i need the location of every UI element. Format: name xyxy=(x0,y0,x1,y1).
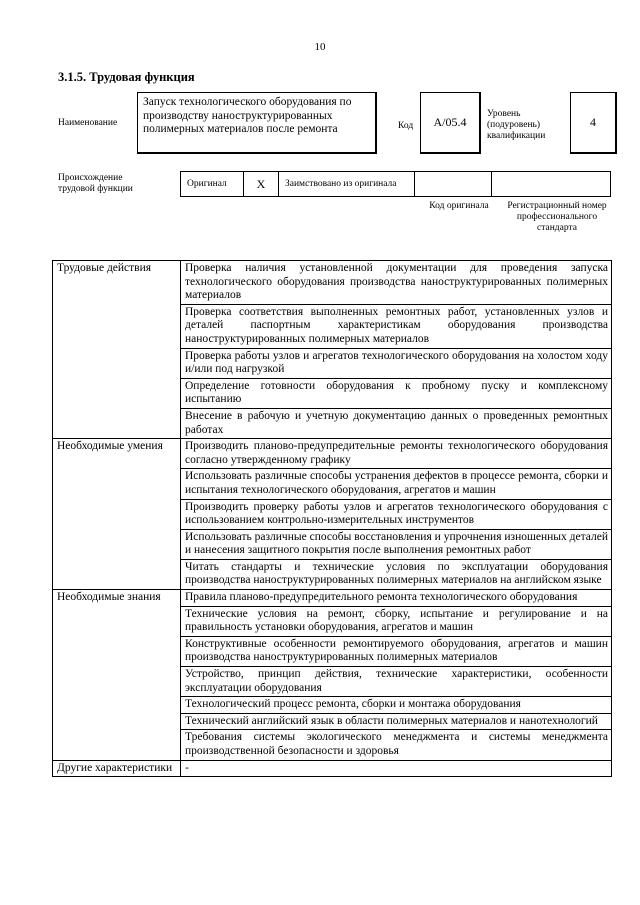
table-cell-item: Технологический процесс ремонта, сборки и монтажа оборудования xyxy=(181,697,612,714)
function-name-value: Запуск технологического оборудования по производству наноструктурированных полимерных материалов после ремонта xyxy=(137,92,377,154)
code-original-label: Код оригинала xyxy=(429,201,489,211)
table-cell-item: Определение готовности оборудования к пробному пуску и комплексному испытанию xyxy=(181,378,612,408)
original-cell: Оригинал xyxy=(181,172,244,197)
original-mark: X xyxy=(244,172,279,197)
reg-number-cell xyxy=(492,172,611,197)
level-label: Уровень (подуровень) квалификации xyxy=(487,109,546,141)
table-cell-item: Использовать различные способы восстановления и упрочнения изношенных деталей и нанесения защитного покрытия после выполнения ремонтных работ xyxy=(181,529,612,559)
code-value: A/05.4 xyxy=(420,92,481,154)
required-skills-category: Необходимые умения xyxy=(53,439,181,590)
table-cell-item: - xyxy=(181,760,612,777)
table-cell-item: Проверка работы узлов и агрегатов технологического оборудования на холостом ходу и/или под нагрузкой xyxy=(181,348,612,378)
table-cell-item: Проверка соответствия выполненных ремонтных работ, установленных узлов и деталей паспортным характеристикам оборудования производства наноструктурированных полимерных материалов xyxy=(181,304,612,348)
reg-number-label: Регистрационный номер профессионального стандарта xyxy=(507,201,607,233)
table-cell-item: Внесение в рабочую и учетную документацию данных о проведенных ремонтных работах xyxy=(181,408,612,438)
function-table xyxy=(52,260,612,777)
table-cell-item: Использовать различные способы устранения дефектов в процессе ремонта, сборки и испытания технологического оборудования, агрегатов и машин xyxy=(181,469,612,499)
page-number: 10 xyxy=(314,41,326,53)
origin-table xyxy=(180,171,611,197)
section-title: 3.1.5. Трудовая функция xyxy=(58,70,195,84)
table-cell-item: Проверка наличия установленной документации для проведения запуска технологического оборудования производства наноструктурированных полимерных материалов xyxy=(181,261,612,305)
table-cell-item: Производить планово-предупредительные ремонты технологического оборудования согласно утвержденному графику xyxy=(181,439,612,469)
other-characteristics-category: Другие характеристики xyxy=(53,760,181,777)
table-row xyxy=(53,590,612,607)
table-row xyxy=(53,261,612,305)
table-cell-item: Производить проверку работы узлов и агрегатов технологического оборудования с использованием контрольно-измерительных инструментов xyxy=(181,499,612,529)
code-original-cell xyxy=(415,172,492,197)
table-cell-item: Технический английский язык в области полимерных материалов и нанотехнологий xyxy=(181,713,612,730)
table-cell-item: Читать стандарты и технические условия по эксплуатации оборудования производства наноструктурированных полимерных материалов на английском языке xyxy=(181,559,612,589)
table-cell-item: Устройство, принцип действия, технические характеристики, особенности эксплуатации оборудования xyxy=(181,667,612,697)
table-cell-item: Конструктивные особенности ремонтируемого оборудования, агрегатов и машин производства наноструктурированных полимерных материалов xyxy=(181,636,612,666)
code-label: Код xyxy=(398,121,414,131)
name-label: Наименование xyxy=(58,118,118,128)
table-cell-item: Требования системы экологического менеджмента и системы менеджмента производственной безопасности и здоровья xyxy=(181,730,612,760)
labor-actions-category: Трудовые действия xyxy=(53,261,181,439)
table-cell-item: Технические условия на ремонт, сборку, испытание и регулирование и на правильность установки оборудования, агрегатов и машин xyxy=(181,606,612,636)
level-value: 4 xyxy=(570,92,617,154)
required-knowledge-category: Необходимые знания xyxy=(53,590,181,761)
table-cell-item: Правила планово-предупредительного ремонта технологического оборудования xyxy=(181,590,612,607)
table-row xyxy=(53,760,612,777)
borrowed-cell: Заимствовано из оригинала xyxy=(279,172,415,197)
table-row xyxy=(53,439,612,469)
origin-label: Происхождение трудовой функции xyxy=(58,173,133,194)
